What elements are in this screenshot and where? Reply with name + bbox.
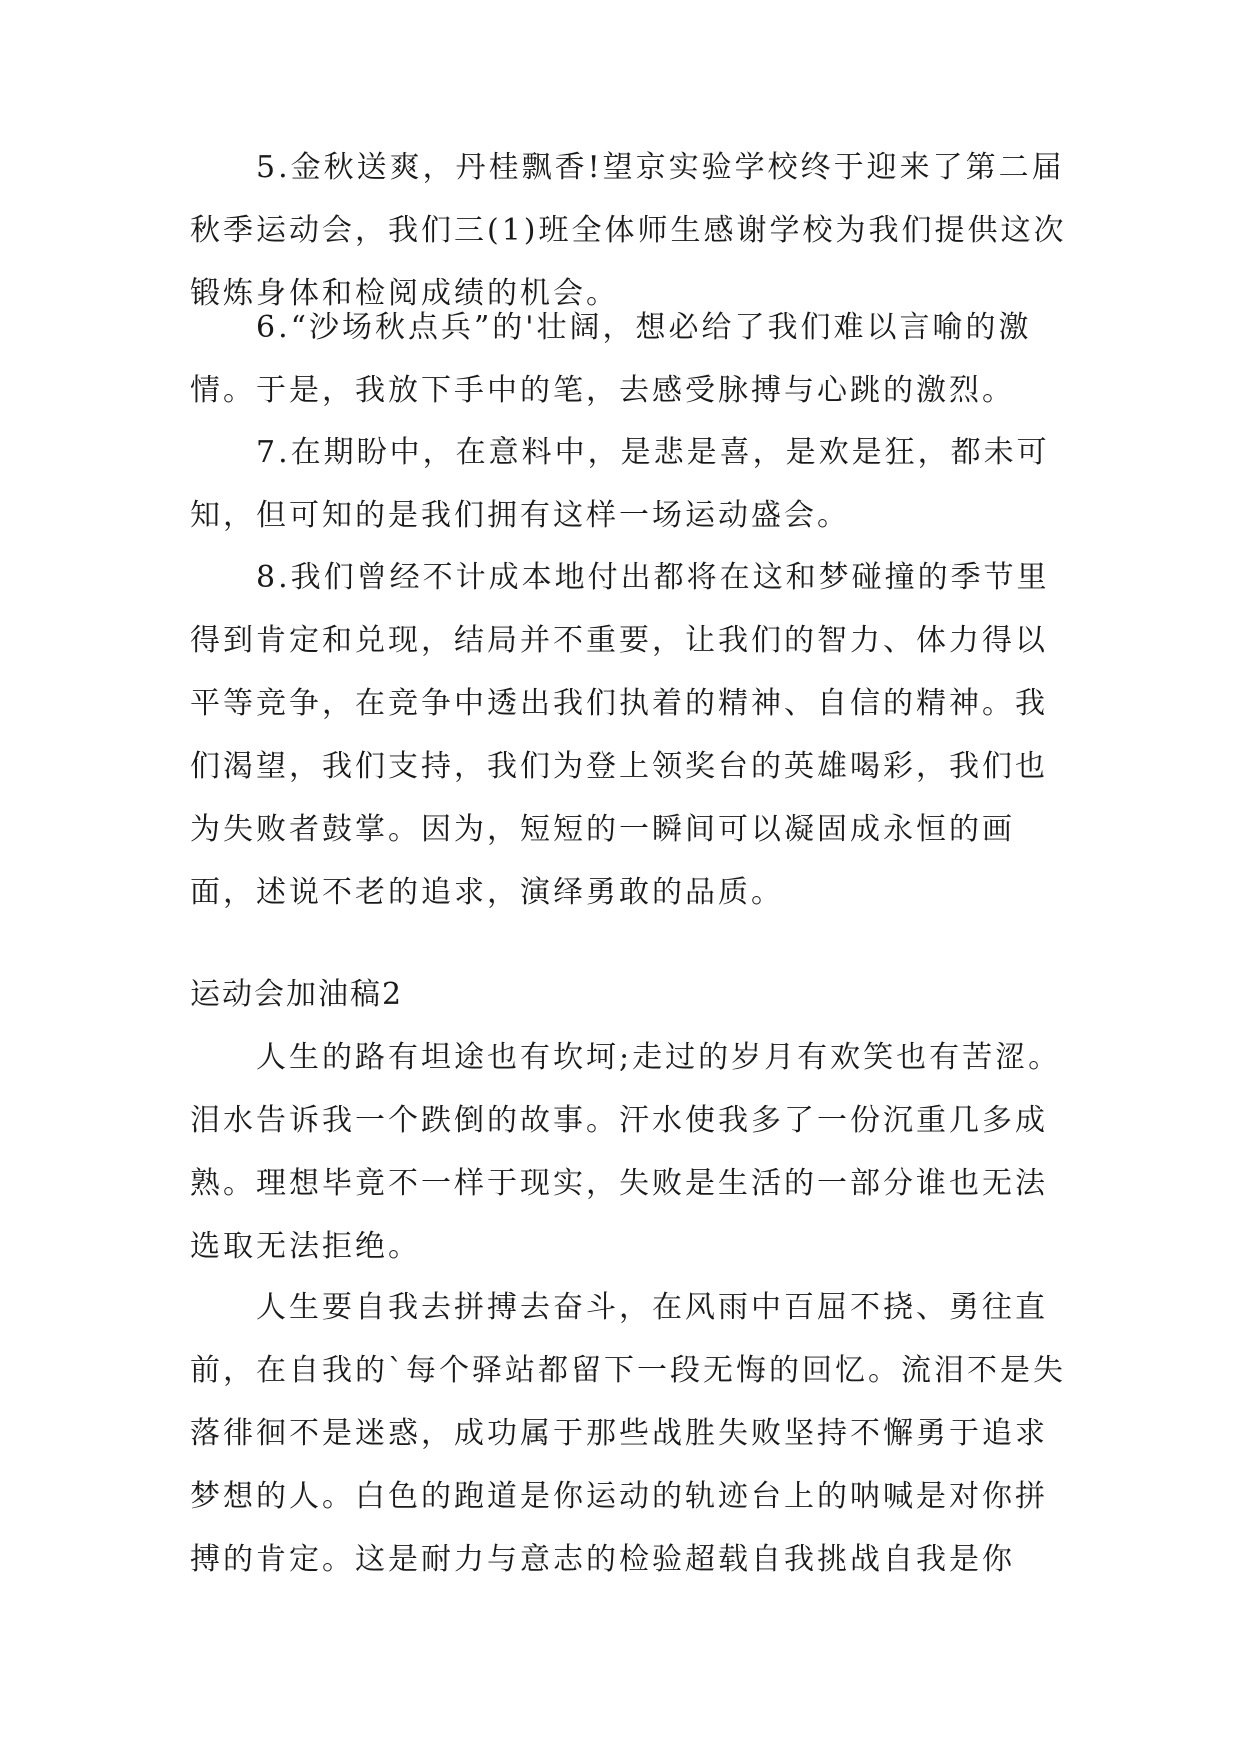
paragraph-life-road: 人生的路有坦途也有坎坷;走过的岁月有欢笑也有苦涩。泪水告诉我一个跌倒的故事。汗水使我多了一份沉重几多成熟。理想毕竟不一样于现实，失败是生活的一部分谁也无法选取无法拒绝。	[190, 1040, 1062, 1264]
section-title: 运动会加油稿2	[190, 977, 404, 1012]
paragraph-7: 7.在期盼中，在意料中，是悲是喜，是欢是狂，都未可知，但可知的是我们拥有这样一场运动盛会。	[190, 435, 1050, 533]
paragraph-5: 5.金秋送爽，丹桂飘香!望京实验学校终于迎来了第二届秋季运动会，我们三(1)班全体师生感谢学校为我们提供这次锻炼身体和检阅成绩的机会。	[190, 150, 1067, 311]
paragraph-life-struggle: 人生要自我去拼搏去奋斗，在风雨中百屈不挠、勇往直前，在自我的`每个驿站都留下一段无悔的回忆。流泪不是失落徘徊不是迷惑，成功属于那些战胜失败坚持不懈勇于追求梦想的人。白色的跑道是你运动的轨迹台上的呐喊是对你拼搏的肯定。这是耐力与意志的检验超载自我挑战自我是你	[190, 1290, 1066, 1577]
paragraph-8: 8.我们曾经不计成本地付出都将在这和梦碰撞的季节里得到肯定和兑现，结局并不重要，让我们的智力、体力得以平等竞争，在竞争中透出我们执着的精神、自信的精神。我们渴望，我们支持，我们为登上领奖台的英雄喝彩，我们也为失败者鼓掌。因为，短短的一瞬间可以凝固成永恒的画面，述说不老的追求，演绎勇敢的品质。	[190, 560, 1050, 910]
paragraph-6: 6.“沙场秋点兵”的'壮阔，想必给了我们难以言喻的激情。于是，我放下手中的笔，去感受脉搏与心跳的激烈。	[190, 310, 1032, 408]
